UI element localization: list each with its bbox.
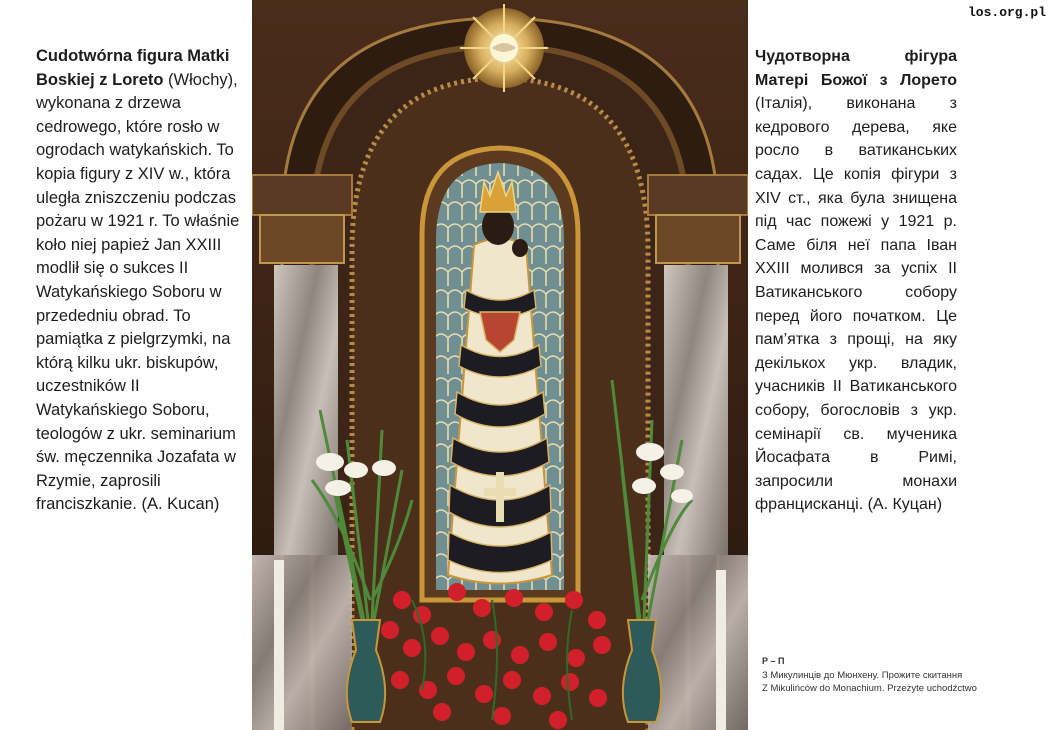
ukrainian-lead: Чудотворна фігура Матері Божої з Лорето [755,48,957,89]
caption-code: Р – П [762,656,785,666]
madonna-of-loreto-photo [252,0,748,730]
shrine-illustration [252,0,748,730]
left-candle [274,560,284,730]
polish-body: (Włochy), wykonana z drzewa cedrowego, które rosło w ogrodach watykańskich. To kopia figury z XIV w., która uległa zniszczeniu podczas pożaru w 1921 r. To właśnie koło niej papież Jan XXIII modlił się o sukces II Watykańskiego Soboru w przededniu obrad. To pamiątka z pielgrzymki, na którą kilku ukr. biskupów, uczestników II Watykańskiego Soboru, teologów z ukr. seminarium św. męczennika Jozafata w Rzymie, zaprosili franciszkanie. (A. Kucan) [36,70,240,514]
ukrainian-body: (Італія), виконана з кедрового дерева, яке росло в ватиканських садах. Це копія фігури з XIV ст., яка була знищена під час пожежі у 1921 р. Саме біля неї папа Іван XXIII молився за успіх II Ватиканського собору перед його початком. Це пам’ятка з прощі, на яку декількох укр. владик, учасників II Ватиканського собору, богословів з укр. семінарії св. мученика Йосафата в Римі, запросили монахи францисканці. (А. Куцан) [755,95,957,514]
ukrainian-description [755,45,957,517]
book-caption [762,655,1042,696]
right-candle [716,570,726,730]
polish-lead: Cudotwórna figura Matki Boskiej z Loreto [36,47,230,89]
golden-sunburst-dove [460,4,548,92]
polish-description [36,45,252,517]
caption-ukrainian-title: З Микулинців до Мюнхену. Прожите скитання [762,669,963,681]
site-watermark: los.org.pl [967,5,1046,20]
caption-polish-title: Z Mikulińców do Monachium. Przeżyte uchodźctwo [762,683,977,694]
